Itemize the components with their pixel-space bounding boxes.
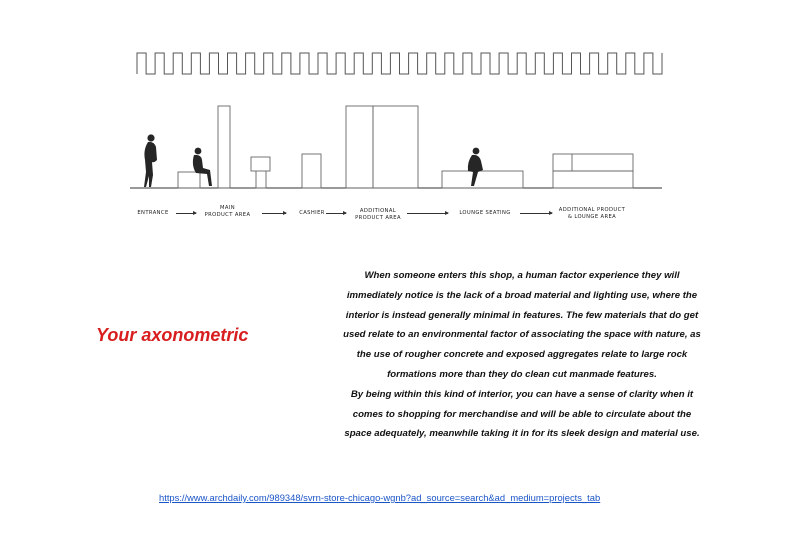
flow-arrow-2 — [262, 213, 286, 214]
label-entrance: ENTRANCE — [137, 210, 169, 216]
lounge-display-upper — [553, 154, 633, 171]
flow-arrow-4 — [407, 213, 448, 214]
source-link[interactable]: https://www.archdaily.com/989348/svrn-store-chicago-wgnb?ad_source=search&ad_medium=projects_tab — [159, 492, 601, 503]
lounge-display-lower — [553, 171, 633, 188]
product-display-left — [346, 106, 373, 188]
description-paragraph-1: When someone enters this shop, a human factor experience they will immediately notice is the lack of a broad material and lighting use, where the interior is instead generally minimal in features. The few materials that do get used relate to an environmental factor of associating the space with nature, as the use of rougher concrete and exposed aggregates relate to large rock formations more than they do clean cut manmade features. — [343, 270, 701, 380]
person-seated-figure — [193, 148, 212, 186]
flow-arrow-5 — [520, 213, 552, 214]
description-text — [338, 266, 706, 444]
stool-top — [251, 157, 270, 171]
flow-arrow-1 — [176, 213, 196, 214]
description-paragraph-2: By being within this kind of interior, you can have a sense of clarity when it comes to shopping for merchandise and will be able to circulate about the space adequately, meanwhile taking it in for its sleek design and material use. — [344, 388, 700, 440]
cashier-counter — [302, 154, 321, 188]
person-standing-figure — [144, 134, 157, 187]
label-cashier: CASHIER — [299, 210, 325, 216]
person-lounge-figure — [468, 148, 483, 186]
label-additional-product-area: ADDITIONAL PRODUCT AREA — [355, 208, 401, 221]
product-display-right — [373, 106, 418, 188]
stool-base — [256, 171, 266, 188]
label-lounge-seating: LOUNGE SEATING — [459, 210, 511, 216]
label-main-product-area: MAIN PRODUCT AREA — [204, 205, 251, 218]
lounge-bench — [442, 171, 523, 188]
tall-display-column — [218, 106, 230, 188]
label-additional-product-lounge-area: ADDITIONAL PRODUCT & LOUNGE AREA — [558, 207, 626, 220]
bench-block — [178, 172, 200, 188]
human-figures — [144, 134, 483, 187]
ceiling-zigzag-pattern — [137, 53, 662, 74]
axonometric-placeholder-heading: Your axonometric — [96, 325, 249, 345]
flow-arrow-3 — [326, 213, 346, 214]
shop-section-diagram — [0, 0, 794, 240]
